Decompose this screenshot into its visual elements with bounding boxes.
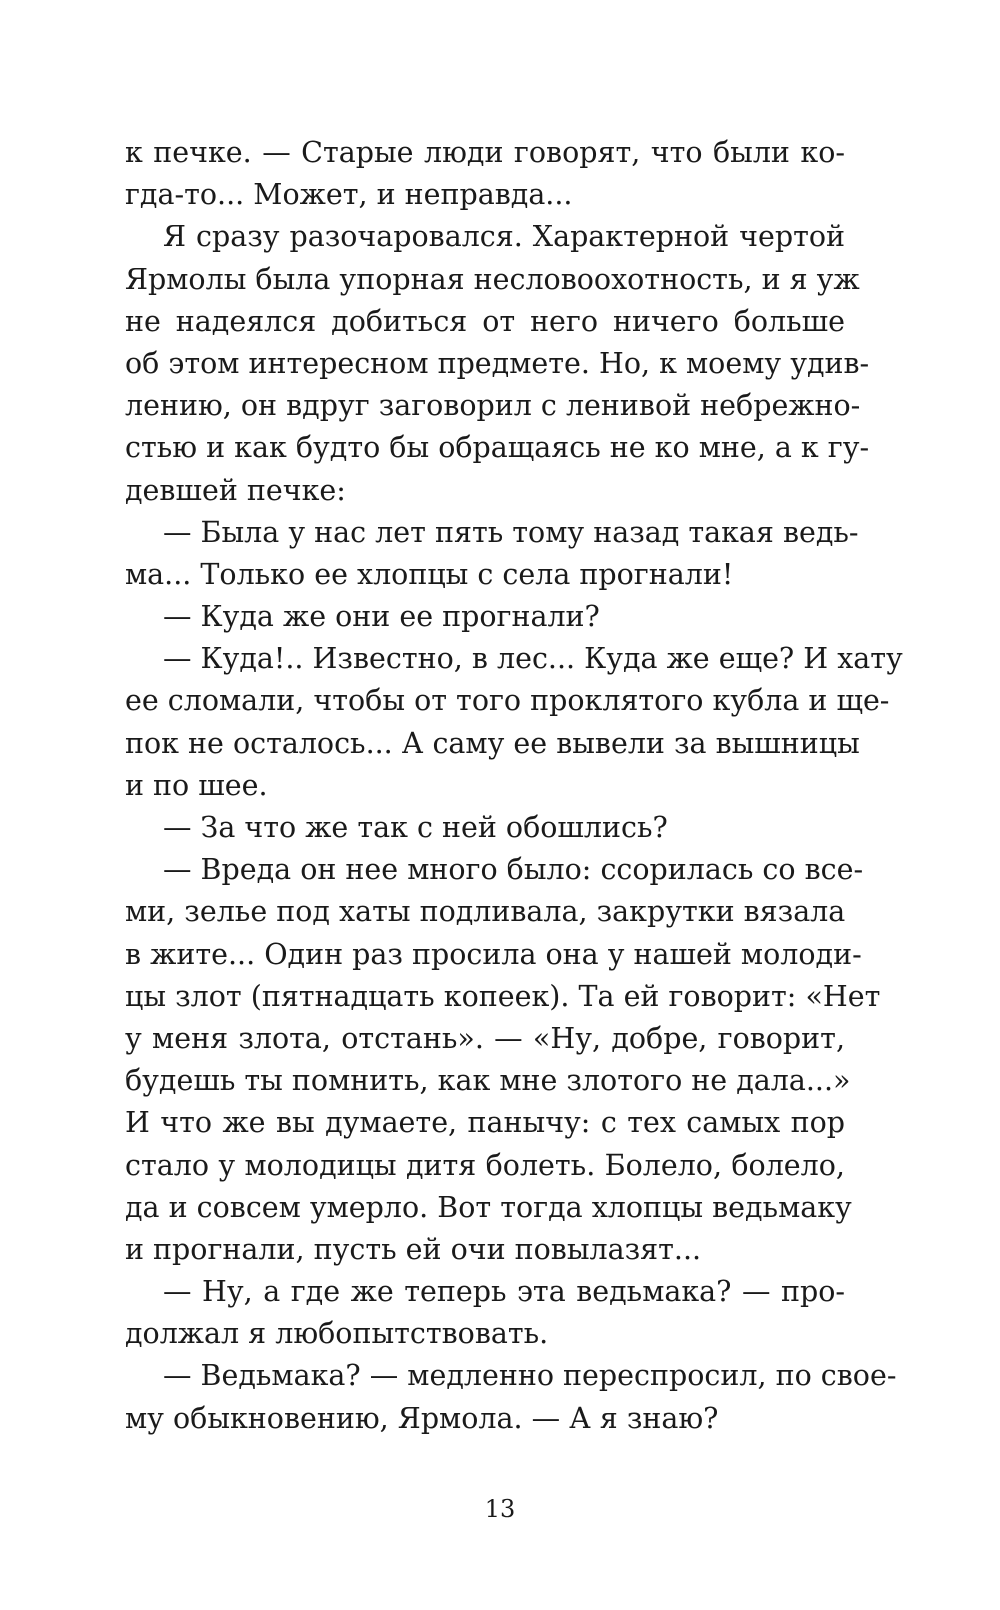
- text-line: Ярмолы была упорная несловоохотность, и я уж: [125, 262, 860, 296]
- text-line: ми, зелье под хаты подливала, закрутки вязала: [125, 895, 846, 929]
- text-line: — За что же так с ней обошлись?: [163, 811, 668, 844]
- text-line: — Ведьмака? — медленно переспросил, по свое-: [163, 1359, 897, 1393]
- text-line: девшей печке:: [125, 473, 346, 507]
- text-line: — Была у нас лет пять тому назад такая ведь-: [163, 515, 859, 549]
- body-text: [125, 132, 903, 1440]
- text-line: стало у молодицы дитя болеть. Болело, болело,: [125, 1148, 845, 1182]
- text-line: пок не осталось... А саму ее вывели за вышницы: [125, 726, 860, 760]
- text-line: — Куда!.. Известно, в лес... Куда же еще? И хату: [163, 642, 903, 676]
- text-line: должал я любопытствовать.: [125, 1317, 549, 1351]
- text-line: будешь ты помнить, как мне злотого не дала...»: [125, 1064, 851, 1098]
- text-line: Я сразу разочаровался. Характерной чертой: [163, 220, 845, 254]
- text-line: к печке. — Старые люди говорят, что были ко-: [125, 136, 845, 169]
- page-number: 13: [484, 1495, 516, 1523]
- text-line: цы злот (пятнадцать копеек). Та ей говорит: «Нет: [125, 979, 881, 1013]
- text-line: не надеялся добиться от него ничего больше: [125, 304, 845, 338]
- text-line: И что же вы думаете, панычу: с тех самых пор: [125, 1106, 845, 1140]
- text-line: у меня злота, отстань». — «Ну, добре, говорит,: [125, 1021, 845, 1055]
- text-line: му обыкновению, Ярмола. — А я знаю?: [125, 1401, 719, 1435]
- text-line: и прогнали, пусть ей очи повылазят...: [125, 1232, 702, 1266]
- text-line: ее сломали, чтобы от того проклятого кубла и ще-: [125, 684, 890, 718]
- text-line: да и совсем умерло. Вот тогда хлопцы ведьмаку: [125, 1190, 852, 1224]
- text-line: стью и как будто бы обращаясь не ко мне, а к гу-: [125, 431, 870, 465]
- text-line: об этом интересном предмете. Но, к моему удив-: [125, 346, 870, 380]
- text-line: в жите... Один раз просила она у нашей молоди-: [125, 937, 862, 971]
- text-line: — Ну, а где же теперь эта ведьмака? — про-: [163, 1275, 845, 1309]
- text-line: — Вреда он нее много было: ссорилась со все-: [163, 853, 864, 887]
- text-line: ма... Только ее хлопцы с села прогнали!: [125, 557, 734, 591]
- text-line: и по шее.: [125, 768, 268, 802]
- text-line: гда-то... Может, и неправда...: [125, 178, 573, 212]
- text-line: — Куда же они ее прогнали?: [163, 600, 600, 634]
- text-line: лению, он вдруг заговорил с ленивой небрежно-: [125, 389, 861, 423]
